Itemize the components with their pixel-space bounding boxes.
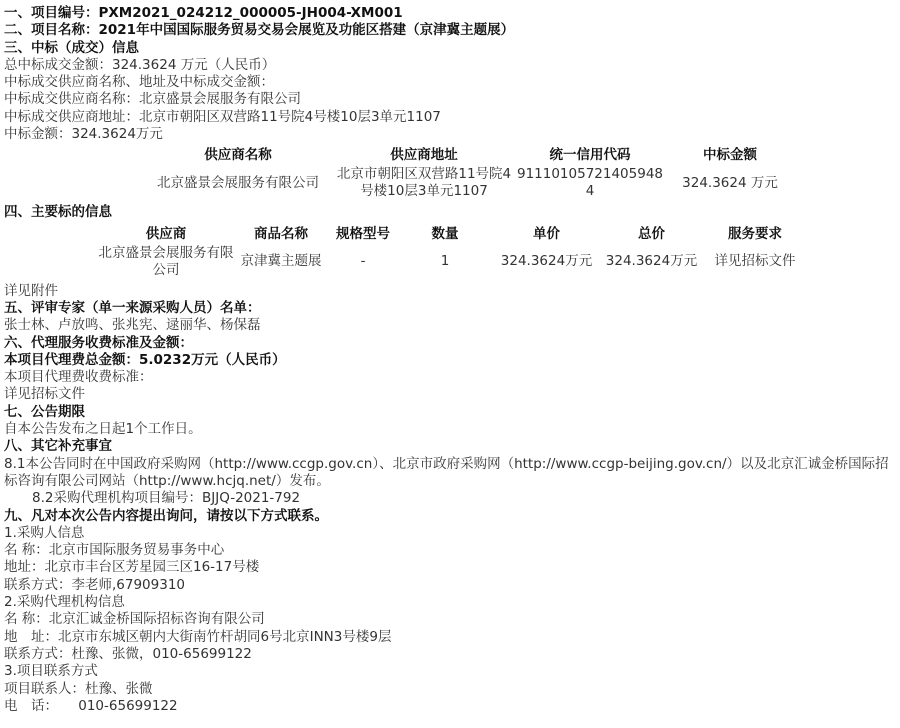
project-phone-line: 电 话： 010-65699122 [4, 697, 178, 714]
cell-service-requirement: 详见招标文件 [714, 253, 796, 270]
col-header-credit-code: 统一信用代码 [549, 147, 631, 164]
cell-supplier: 北京盛景会展服务有限公司 [98, 244, 234, 278]
agency-contact-line: 联系方式：杜豫、张微，010-65699122 [4, 645, 252, 662]
col-header-service-requirement: 服务要求 [728, 225, 782, 242]
col-header-total-price: 总价 [638, 225, 665, 242]
supplement-item-2: 8.2采购代理机构项目编号：BJJQ-2021-792 [32, 490, 301, 507]
section-6-title: 六、代理服务收费标准及金额： [4, 334, 193, 351]
cell-bid-amount: 324.3624 万元 [682, 174, 778, 191]
purchaser-name-line: 名 称：北京市国际服务贸易事务中心 [4, 542, 225, 559]
bid-amount-line: 中标金额：324.3624万元 [4, 126, 163, 143]
table-row [142, 165, 794, 201]
agency-address-line: 地 址：北京市东城区朝内大街南竹杆胡同6号北京INN3号楼9层 [4, 628, 392, 645]
col-header-quantity: 数量 [431, 225, 459, 242]
cell-supplier-address: 北京市朝阳区双营路11号院4号楼10层3单元1107 [336, 166, 512, 200]
table-header-row [96, 225, 810, 244]
supplier-address-line: 中标成交供应商地址：北京市朝阳区双营路11号院4号楼10层3单元1107 [4, 108, 441, 125]
attachment-note-line: 详见附件 [4, 282, 58, 299]
col-header-supplier-name: 供应商名称 [204, 147, 272, 164]
col-header-supplier-address: 供应商地址 [390, 147, 458, 164]
cell-supplier-name: 北京盛景会展服务有限公司 [157, 174, 319, 191]
table-header-row [142, 146, 794, 165]
col-header-supplier: 供应商 [145, 225, 187, 242]
agency-info-heading: 2.采购代理机构信息 [4, 594, 125, 611]
winning-supplier-table [142, 146, 794, 201]
agency-fee-standard-value: 详见招标文件 [4, 386, 85, 403]
col-header-unit-price: 单价 [533, 225, 560, 242]
col-header-bid-amount: 中标金额 [703, 147, 757, 164]
supplier-intro-line: 中标成交供应商名称、地址及中标成交金额： [4, 74, 274, 91]
purchaser-address-line: 地址：北京市丰台区芳星园三区16-17号楼 [4, 559, 260, 576]
col-header-spec-model: 规格型号 [336, 225, 390, 242]
project-name-line: 二、项目名称：2021年中国国际服务贸易交易会展览及功能区搭建（京津冀主题展） [4, 22, 515, 39]
experts-list-line: 张士林、卢放鸣、张兆宪、逯丽华、杨保磊 [4, 317, 261, 334]
col-header-product-name: 商品名称 [254, 225, 308, 242]
cell-total-price: 324.3624万元 [605, 253, 698, 270]
main-subject-table [96, 225, 810, 280]
agency-name-line: 名 称：北京汇诚金桥国际招标咨询有限公司 [4, 611, 265, 628]
cell-quantity: 1 [440, 253, 450, 270]
announcement-period-line: 自本公告发布之日起1个工作日。 [4, 421, 202, 438]
cell-credit-code: 911101057214059484 [516, 166, 663, 200]
section-8-title: 八、其它补充事宜 [4, 438, 112, 455]
project-number-line: 一、项目编号：PXM2021_024212_000005-JH004-XM001 [4, 5, 403, 21]
project-contact-person-line: 项目联系人：杜豫、张微 [4, 680, 153, 697]
section-5-title: 五、评审专家（单一来源采购人员）名单： [4, 299, 261, 316]
section-7-title: 七、公告期限 [4, 403, 85, 420]
purchaser-info-heading: 1.采购人信息 [4, 524, 85, 541]
total-bid-amount-line: 总中标成交金额：324.3624 万元（人民币） [4, 56, 276, 73]
cell-product-name: 京津冀主题展 [240, 253, 322, 270]
section-3-title: 三、中标（成交）信息 [4, 39, 139, 56]
supplier-name-line: 中标成交供应商名称：北京盛景会展服务有限公司 [4, 91, 301, 108]
purchaser-contact-line: 联系方式：李老师,67909310 [4, 576, 186, 593]
section-4-title: 四、主要标的信息 [4, 204, 112, 221]
cell-unit-price: 324.3624万元 [500, 253, 593, 270]
supplement-item-1: 8.1本公告同时在中国政府采购网（http://www.ccgp.gov.cn）、北京市政府采购网（http://www.ccgp-beijing.gov.cn/）以及北京汇诚金桥国际招标咨询有限公司网站（http://www.hcjq.net/）发布。 [4, 455, 889, 489]
agency-fee-standard-label: 本项目代理费收费标准： [4, 369, 153, 386]
agency-fee-total-line: 本项目代理费总金额：5.0232万元（人民币） [4, 351, 286, 368]
table-row [96, 244, 810, 280]
section-9-title: 九、凡对本次公告内容提出询问，请按以下方式联系。 [4, 507, 328, 524]
project-contact-heading: 3.项目联系方式 [4, 663, 98, 680]
cell-spec-model: - [360, 253, 366, 270]
